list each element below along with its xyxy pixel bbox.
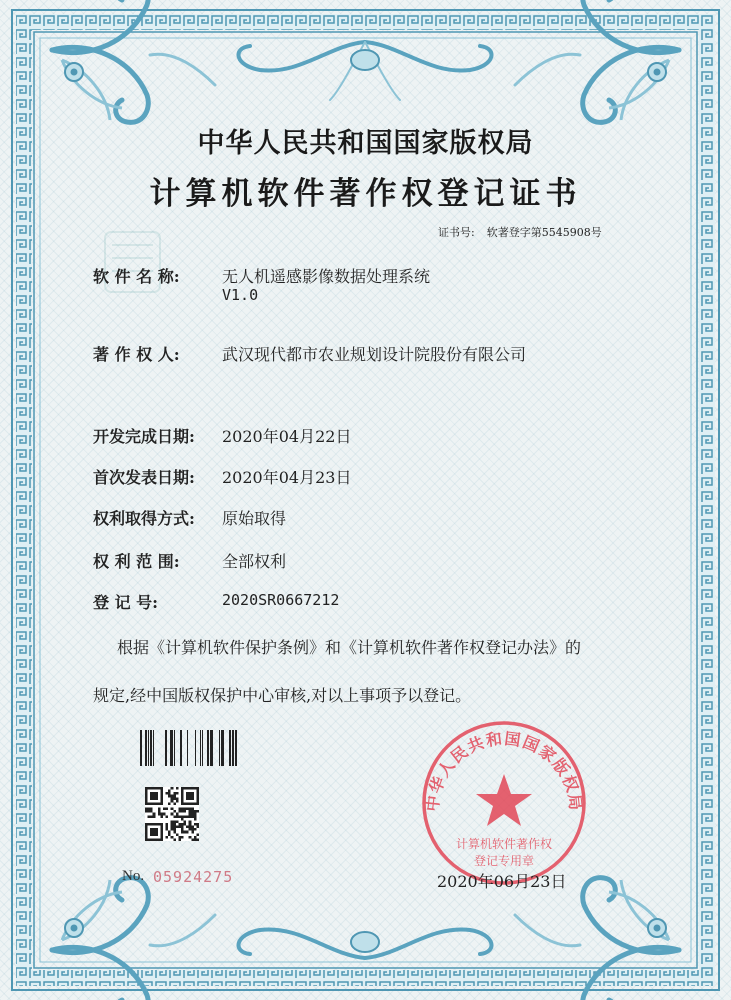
copyright-owner-value: 武汉现代都市农业规划设计院股份有限公司: [222, 345, 527, 364]
statement-line-1: 根据《计算机软件保护条例》和《计算机软件著作权登记办法》的: [117, 638, 582, 657]
certificate-title: 计算机软件著作权登记证书: [149, 176, 582, 212]
registration-number-label: 登 记 号:: [93, 593, 159, 612]
serial-number-value: 05924275: [153, 868, 234, 886]
seal-inner-line-1: 计算机软件著作权: [455, 837, 553, 851]
acquire-method-label: 权利取得方式:: [93, 509, 195, 528]
barcode-icon: [140, 730, 244, 766]
serial-number-label: No.: [122, 868, 145, 884]
top-center-ornament: [150, 42, 580, 100]
seal-inner-line-2: 登记专用章: [473, 854, 535, 868]
rights-scope-value: 全部权利: [222, 552, 287, 571]
dev-complete-date-label: 开发完成日期:: [93, 427, 195, 446]
acquire-method-value: 原始取得: [222, 509, 287, 528]
registration-number-value: 2020SR0667212: [222, 591, 340, 609]
registration-statement: [93, 634, 653, 730]
seal-ring-text: 中华人民共和国国家版权局: [422, 728, 586, 813]
issuing-authority: 中华人民共和国国家版权局: [197, 128, 534, 159]
first-publish-date-value: 2020年04月23日: [222, 468, 352, 487]
qr-code-icon: [145, 787, 199, 841]
software-name-value: 无人机遥感影像数据处理系统: [222, 267, 431, 286]
software-name-label: 软 件 名 称:: [93, 267, 180, 286]
seal-star-icon: [476, 774, 532, 826]
rights-scope-label: 权 利 范 围:: [93, 552, 180, 571]
bottom-center-ornament: [150, 915, 580, 958]
certificate-number-label: 证书号:: [438, 226, 475, 239]
official-seal-icon: [419, 718, 589, 888]
first-publish-date-label: 首次发表日期:: [93, 468, 195, 487]
dev-complete-date-value: 2020年04月22日: [222, 427, 352, 446]
copyright-owner-label: 著 作 权 人:: [93, 345, 180, 364]
software-version-value: V1.0: [222, 286, 259, 304]
certificate-number: [438, 224, 602, 240]
issue-date: 2020年06月23日: [437, 872, 567, 891]
statement-line-2: 规定,经中国版权保护中心审核,对以上事项予以登记。: [93, 686, 472, 705]
certificate-number-value: 软著登字第5545908号: [486, 226, 602, 239]
